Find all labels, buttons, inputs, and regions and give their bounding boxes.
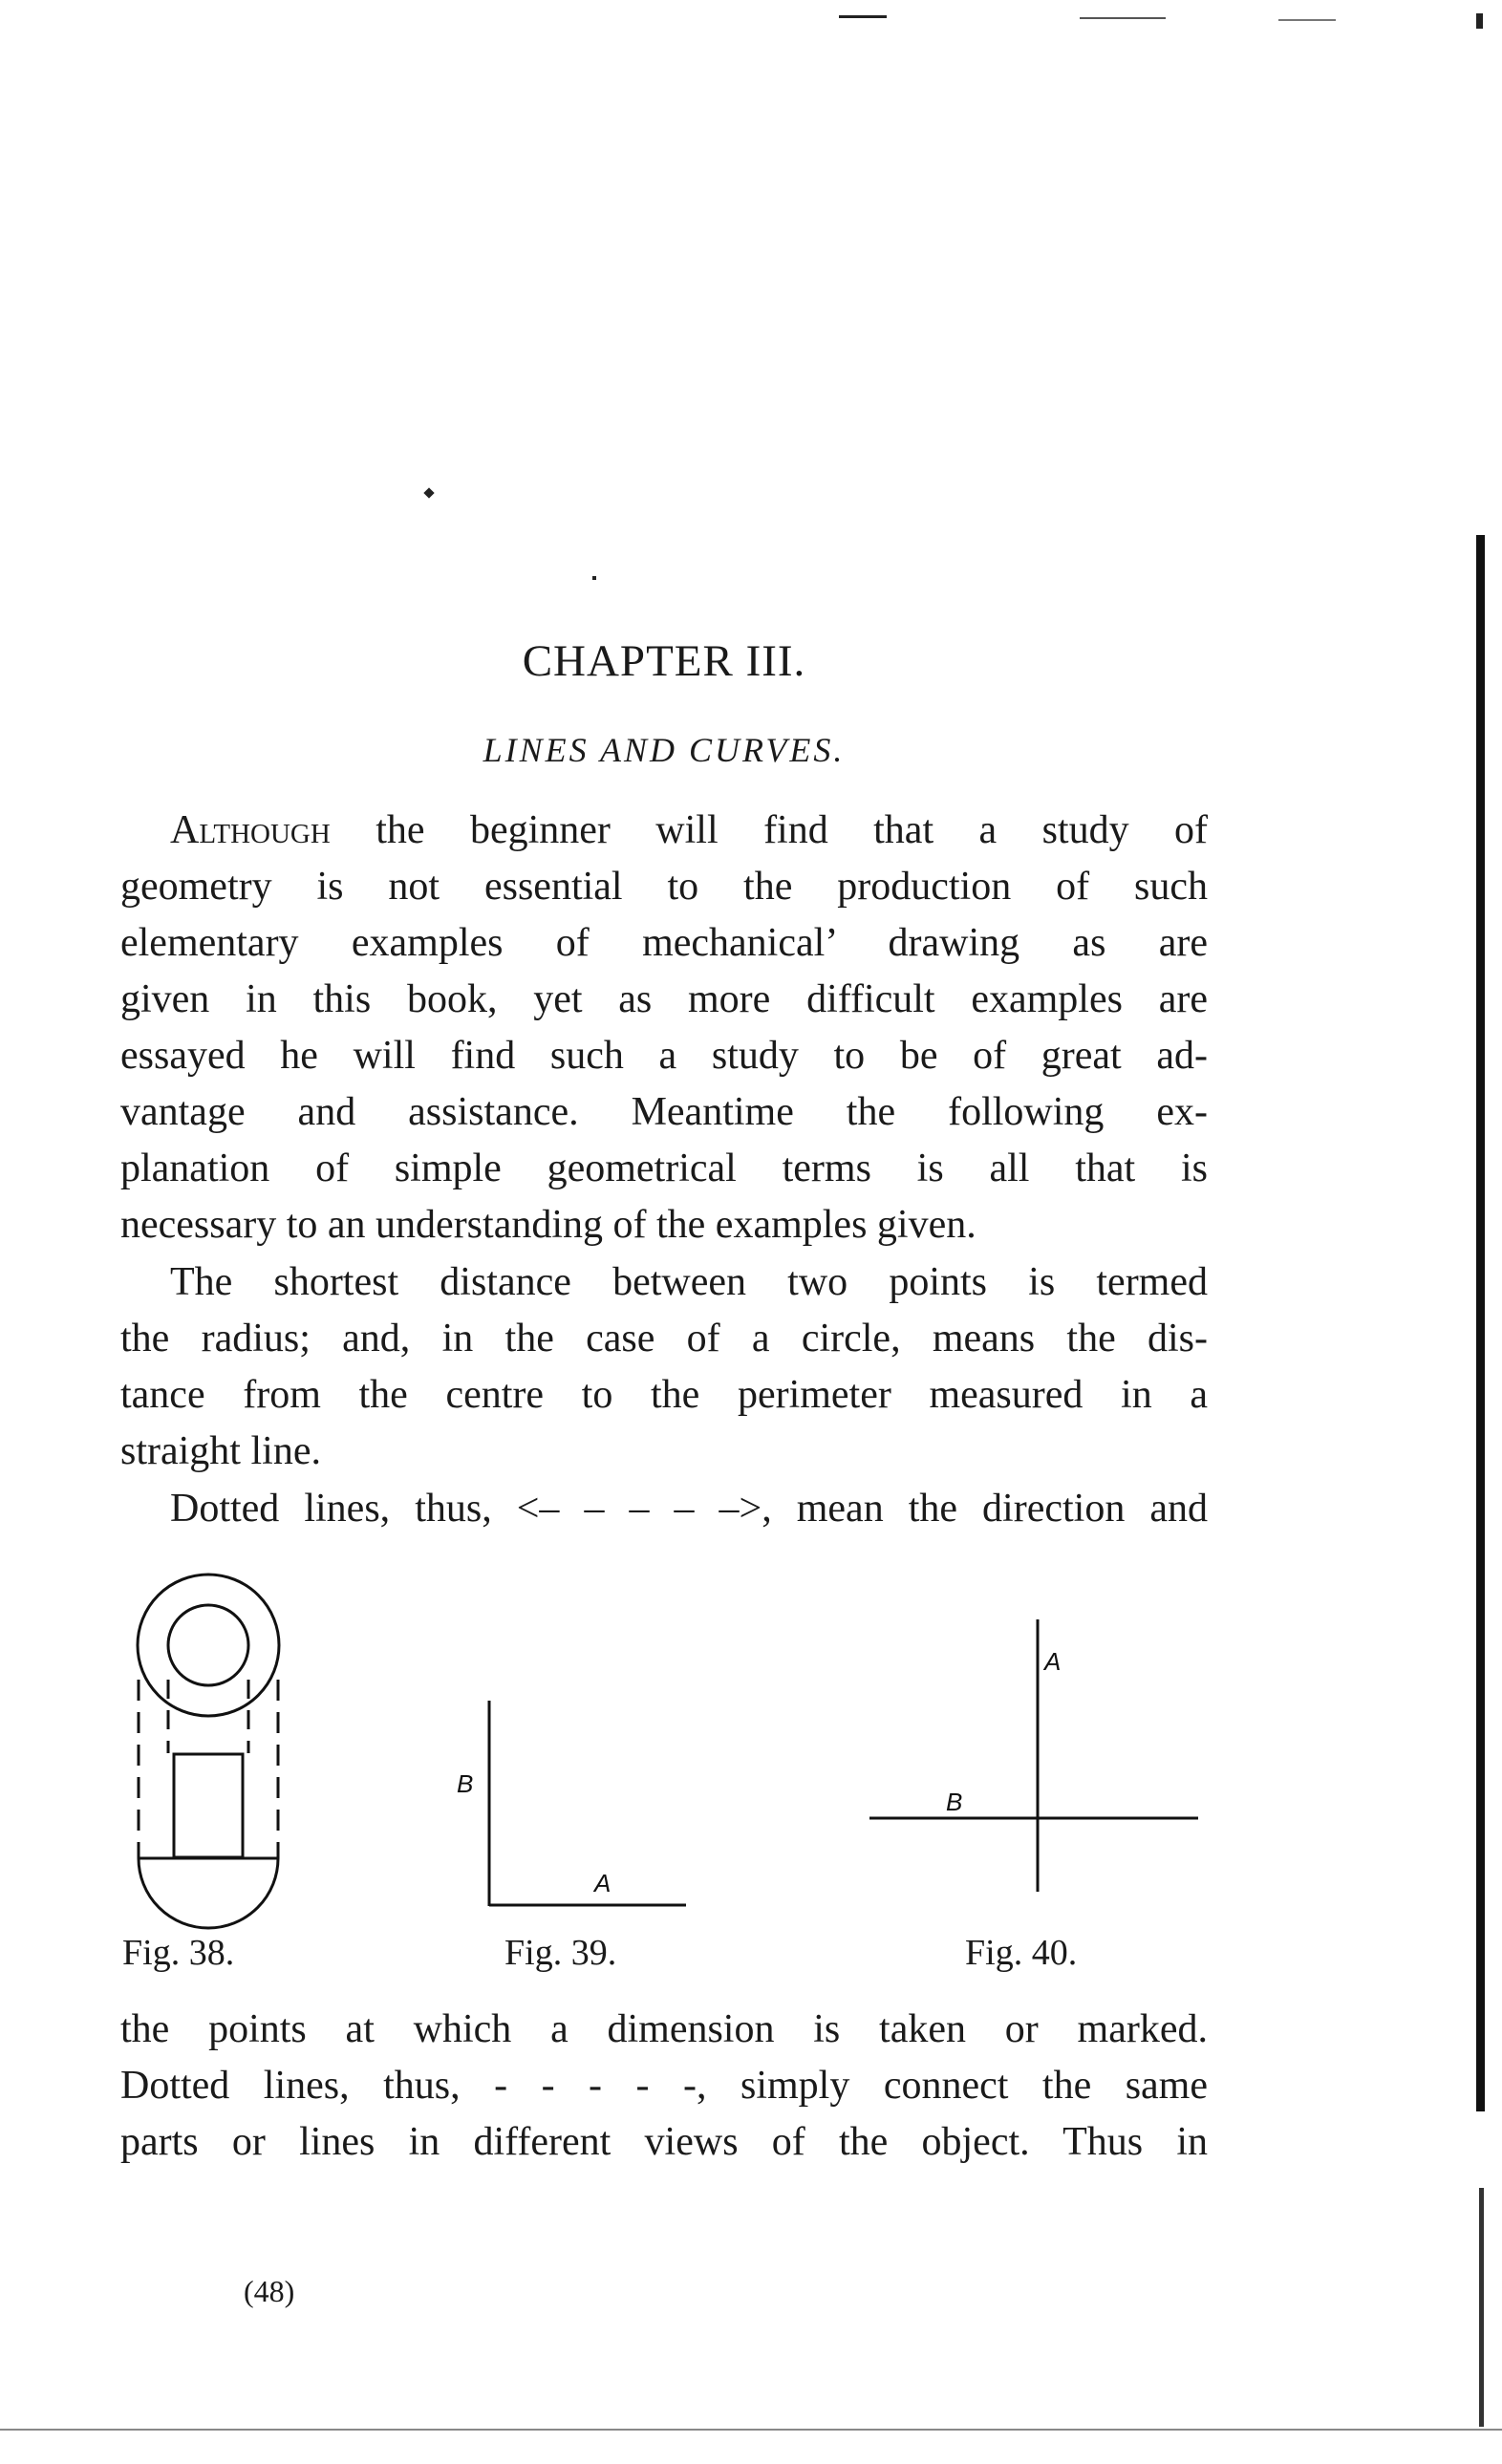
fig40-label-a: A bbox=[1044, 1647, 1062, 1676]
fig38-half-circle bbox=[139, 1858, 278, 1928]
fig40-label-b: B bbox=[946, 1788, 963, 1816]
paragraph-radius bbox=[120, 1254, 1208, 1480]
fig38-outer-circle bbox=[138, 1575, 279, 1716]
paragraph-dimensions bbox=[120, 2002, 1208, 2171]
page-edge-shadow bbox=[1476, 535, 1485, 2111]
paragraph-line: Dotted lines, thus, - - - - -, simply connect the same bbox=[120, 2064, 1208, 2108]
paragraph-line bbox=[120, 803, 1208, 859]
figure-39-drawing bbox=[489, 1701, 686, 1906]
paragraph-line: tance from the centre to the perimeter measured in a bbox=[120, 1373, 1208, 1417]
figure-40-drawing bbox=[869, 1619, 1198, 1892]
paragraph-line: the points at which a dimension is taken or marked. bbox=[120, 2007, 1208, 2051]
paragraph-line: straight line. bbox=[120, 1429, 321, 1473]
figure-38-drawing bbox=[138, 1575, 279, 1928]
fig39-label-b: B bbox=[457, 1769, 474, 1798]
figure-caption: Fig. 40. bbox=[965, 1933, 1078, 1973]
paragraph-geometry bbox=[120, 803, 1208, 1253]
paragraph-line: necessary to an understanding of the examples given. bbox=[120, 1203, 976, 1247]
paragraph-line: The shortest distance between two points is termed bbox=[170, 1260, 1208, 1304]
page-bottom-edge bbox=[0, 2429, 1502, 2431]
section-title: LINES AND CURVES. bbox=[483, 731, 846, 769]
drop-word: Although bbox=[170, 808, 331, 852]
line-text: the beginner will find that a study of bbox=[376, 808, 1208, 852]
figures-strip bbox=[0, 1567, 1242, 1930]
paragraph-line: elementary examples of mechanical’ drawing as are bbox=[120, 921, 1208, 965]
figure-caption: Fig. 38. bbox=[122, 1933, 235, 1973]
page-edge-shadow-lower bbox=[1479, 2188, 1484, 2427]
figure-caption: Fig. 39. bbox=[504, 1933, 617, 1973]
paragraph-line: Dotted lines, thus, <– – – – –>, mean the direction and bbox=[170, 1487, 1208, 1531]
paragraph-line: planation of simple geometrical terms is all that is bbox=[120, 1146, 1208, 1190]
scan-mark-corner bbox=[1476, 13, 1483, 29]
scan-mark-tick bbox=[423, 487, 434, 498]
paragraph-line: the radius; and, in the case of a circle, means the dis- bbox=[120, 1317, 1208, 1361]
fig38-rectangle bbox=[174, 1754, 243, 1857]
scan-mark-dot bbox=[592, 576, 596, 580]
fig39-label-a: A bbox=[594, 1869, 612, 1897]
scan-mark-top-1 bbox=[839, 15, 887, 18]
chapter-title: CHAPTER III. bbox=[522, 636, 806, 686]
paragraph-line: essayed he will find such a study to be of great ad- bbox=[120, 1034, 1208, 1078]
scan-mark-top-2 bbox=[1080, 17, 1166, 19]
paragraph-line: given in this book, yet as more difficult examples are bbox=[120, 977, 1208, 1021]
paragraph-line: geometry is not essential to the production of such bbox=[120, 865, 1208, 909]
page-number: (48) bbox=[244, 2274, 295, 2308]
paragraph-line: parts or lines in different views of the object. Thus in bbox=[120, 2120, 1208, 2164]
paragraph-dotted-lines bbox=[120, 1481, 1208, 1537]
paragraph-line: vantage and assistance. Meantime the following ex- bbox=[120, 1090, 1208, 1134]
scan-mark-top-3 bbox=[1278, 19, 1336, 21]
fig38-inner-circle bbox=[168, 1605, 248, 1685]
